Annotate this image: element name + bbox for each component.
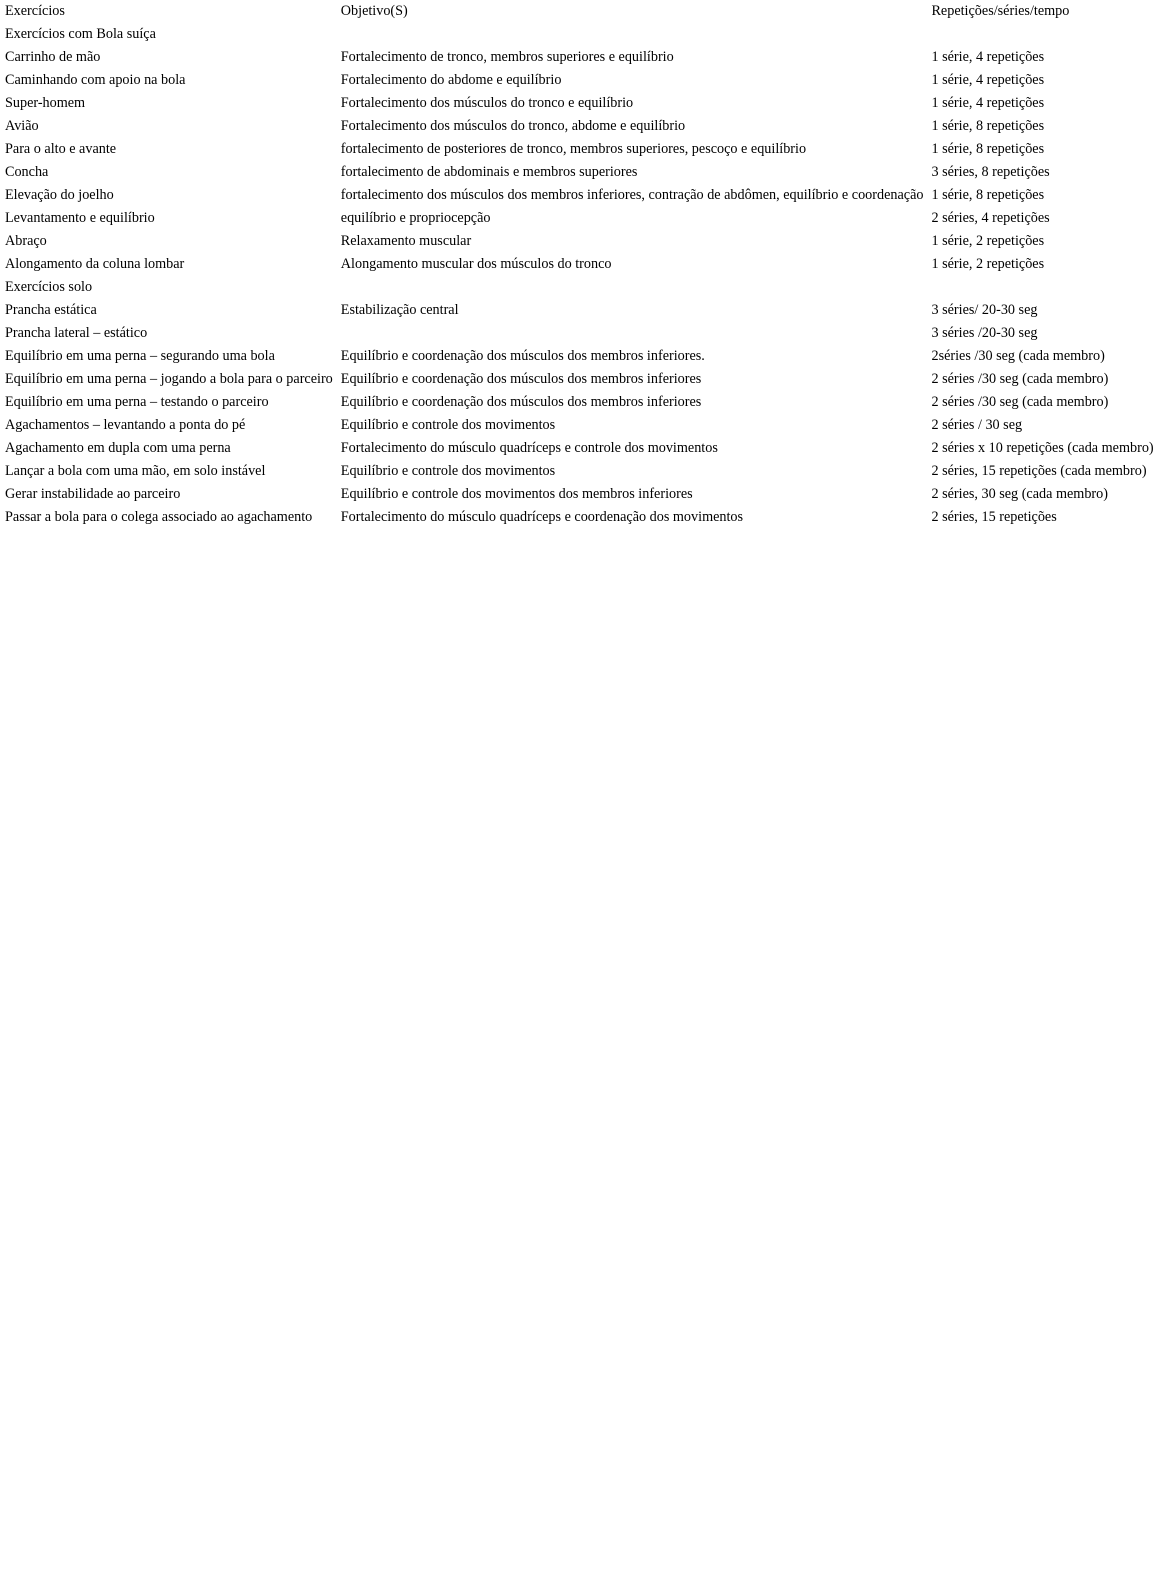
objective-cell: Equilíbrio e coordenação dos músculos dos membros inferiores.: [340, 348, 705, 364]
exercise-cell: Equilíbrio em uma perna – segurando uma bola: [5, 348, 275, 364]
table-row: [1, 460, 1155, 483]
reps-cell: 1 série, 8 repetições: [931, 141, 1045, 157]
table-row: [1, 391, 1155, 414]
exercise-cell: Equilíbrio em uma perna – jogando a bola para o parceiro: [5, 371, 333, 387]
table-row: [1, 138, 1155, 161]
table-row: [1, 207, 1155, 230]
exercise-table: [1, 0, 1155, 529]
objective-cell: equilíbrio e propriocepção: [340, 210, 491, 226]
exercise-cell: Prancha estática: [5, 302, 97, 318]
exercise-cell: Levantamento e equilíbrio: [5, 210, 155, 226]
exercise-cell: Lançar a bola com uma mão, em solo instável: [5, 463, 266, 479]
reps-cell: 2 séries /30 seg (cada membro): [931, 371, 1109, 387]
table-row: [1, 299, 1155, 322]
exercise-cell: Concha: [5, 164, 49, 180]
exercise-cell: Prancha lateral – estático: [5, 325, 148, 341]
reps-cell: 2 séries x 10 repetições (cada membro): [931, 440, 1154, 456]
reps-cell: 1 série, 4 repetições: [931, 72, 1045, 88]
objective-cell: Estabilização central: [340, 302, 459, 318]
exercise-cell: Carrinho de mão: [5, 49, 101, 65]
reps-cell: 1 série, 4 repetições: [931, 95, 1045, 111]
reps-cell: 3 séries, 8 repetições: [931, 164, 1050, 180]
table-body: [1, 23, 1155, 529]
reps-cell: 2 séries, 30 seg (cada membro): [931, 486, 1108, 502]
exercise-cell: Abraço: [5, 233, 47, 249]
objective-cell: Fortalecimento de tronco, membros superiores e equilíbrio: [340, 49, 674, 65]
exercise-cell: Alongamento da coluna lombar: [5, 256, 185, 272]
reps-cell: 1 série, 4 repetições: [931, 49, 1045, 65]
table-row: [1, 115, 1155, 138]
reps-cell: 2 séries, 15 repetições: [931, 509, 1057, 525]
reps-cell: 1 série, 8 repetições: [931, 187, 1045, 203]
objective-cell: Equilíbrio e coordenação dos músculos dos membros inferiores: [340, 394, 702, 410]
table-row: [1, 345, 1155, 368]
objective-cell: Fortalecimento do abdome e equilíbrio: [340, 72, 562, 88]
table-row: [1, 414, 1155, 437]
reps-cell: 1 série, 2 repetições: [931, 233, 1045, 249]
reps-cell: 1 série, 2 repetições: [931, 256, 1045, 272]
exercise-cell: Passar a bola para o colega associado ao agachamento: [5, 509, 313, 525]
section-empty-cell: [927, 276, 1155, 299]
header-reps: Repetições/séries/tempo: [931, 3, 1070, 19]
objective-cell: Equilíbrio e controle dos movimentos: [340, 417, 556, 433]
table-row: [1, 506, 1155, 529]
section-title: Exercícios solo: [5, 279, 93, 295]
exercise-cell: Para o alto e avante: [5, 141, 117, 157]
table-row: [1, 161, 1155, 184]
objective-cell: [337, 322, 928, 345]
table-row: [1, 253, 1155, 276]
section-row: [1, 276, 1155, 299]
header-objective: Objetivo(S): [340, 3, 408, 19]
table-row: [1, 322, 1155, 345]
table-row: [1, 483, 1155, 506]
objective-cell: fortalecimento de posteriores de tronco, membros superiores, pescoço e equilíbrio: [340, 141, 807, 157]
table-row: [1, 437, 1155, 460]
reps-cell: 1 série, 8 repetições: [931, 118, 1045, 134]
section-row: [1, 23, 1155, 46]
header-exercise: Exercícios: [5, 3, 65, 19]
exercise-cell: Agachamento em dupla com uma perna: [5, 440, 231, 456]
section-empty-cell: [337, 276, 928, 299]
table-row: [1, 230, 1155, 253]
header-row: [1, 0, 1155, 23]
exercise-cell: Super-homem: [5, 95, 86, 111]
exercise-cell: Equilíbrio em uma perna – testando o parceiro: [5, 394, 269, 410]
table-row: [1, 69, 1155, 92]
reps-cell: 2 séries /30 seg (cada membro): [931, 394, 1109, 410]
table-row: [1, 368, 1155, 391]
exercise-cell: Agachamentos – levantando a ponta do pé: [5, 417, 246, 433]
reps-cell: 2 séries, 15 repetições (cada membro): [931, 463, 1147, 479]
objective-cell: Fortalecimento do músculo quadríceps e coordenação dos movimentos: [340, 509, 744, 525]
reps-cell: 3 séries /20-30 seg: [931, 325, 1038, 341]
objective-cell: fortalecimento de abdominais e membros superiores: [340, 164, 638, 180]
reps-cell: 2 séries, 4 repetições: [931, 210, 1050, 226]
section-empty-cell: [927, 23, 1155, 46]
objective-cell: Fortalecimento dos músculos do tronco, abdome e equilíbrio: [340, 118, 686, 134]
table-header: [1, 0, 1155, 23]
objective-cell: fortalecimento dos músculos dos membros inferiores, contração de abdômen, equilíbrio e coordenação: [340, 187, 924, 203]
reps-cell: 3 séries/ 20-30 seg: [931, 302, 1038, 318]
objective-cell: Relaxamento muscular: [340, 233, 472, 249]
objective-cell: Fortalecimento do músculo quadríceps e controle dos movimentos: [340, 440, 718, 456]
table-row: [1, 46, 1155, 69]
exercise-cell: Avião: [5, 118, 39, 134]
objective-cell: Equilíbrio e controle dos movimentos dos membros inferiores: [340, 486, 693, 502]
reps-cell: 2séries /30 seg (cada membro): [931, 348, 1105, 364]
exercise-cell: Elevação do joelho: [5, 187, 114, 203]
objective-cell: Equilíbrio e controle dos movimentos: [340, 463, 556, 479]
table-row: [1, 92, 1155, 115]
section-empty-cell: [337, 23, 928, 46]
reps-cell: 2 séries / 30 seg: [931, 417, 1023, 433]
exercise-cell: Caminhando com apoio na bola: [5, 72, 186, 88]
table-row: [1, 184, 1155, 207]
objective-cell: Alongamento muscular dos músculos do tronco: [340, 256, 612, 272]
section-title: Exercícios com Bola suíça: [5, 26, 156, 42]
exercise-cell: Gerar instabilidade ao parceiro: [5, 486, 181, 502]
objective-cell: Fortalecimento dos músculos do tronco e equilíbrio: [340, 95, 634, 111]
objective-cell: Equilíbrio e coordenação dos músculos dos membros inferiores: [340, 371, 702, 387]
